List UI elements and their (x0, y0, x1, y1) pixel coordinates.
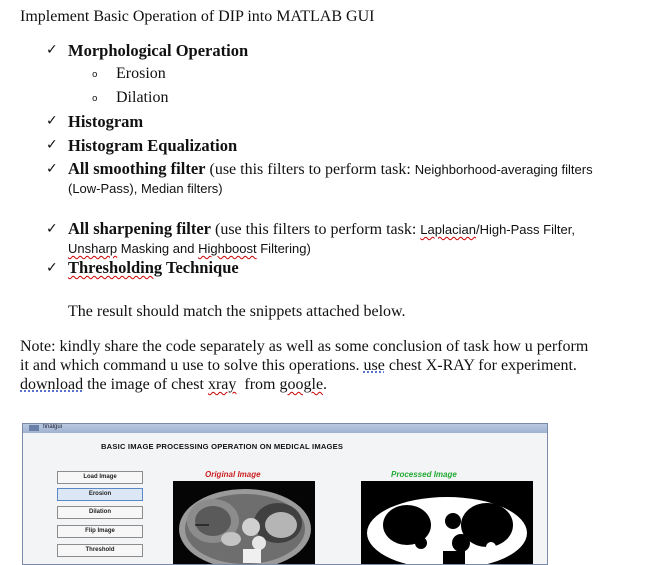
item-histogram: Histogram (68, 112, 144, 131)
item-morphological: Morphological Operation (68, 41, 249, 60)
sharpening-paren: (use this filters to perform task: (211, 221, 421, 238)
matlab-icon (29, 425, 39, 431)
gui-window-title: finalgui (43, 424, 63, 430)
load-image-button[interactable]: Load Image (57, 471, 143, 484)
smoothing-filters: Neighborhood-averaging filters (414, 162, 593, 177)
dilation-button[interactable]: Dilation (57, 506, 143, 519)
check-icon: ✓ (46, 221, 58, 237)
item-hist-eq: Histogram Equalization (68, 136, 238, 155)
sharpening-laplacian: Laplacian (420, 222, 476, 237)
check-icon: ✓ (46, 161, 58, 177)
sharpening-title: All sharpening filter (68, 219, 211, 238)
note-line-3 (20, 376, 327, 394)
note-line-2 (20, 357, 577, 375)
processed-ct-image (361, 481, 533, 564)
smoothing-title: All smoothing filter (68, 159, 206, 178)
thresholding-technique: Technique (162, 258, 239, 277)
smoothing-paren: (use this filters to perform task: (205, 161, 415, 178)
original-image-label: Original Image (205, 470, 261, 479)
check-icon: ✓ (46, 42, 58, 58)
smoothing-filters-cont: (Low-Pass), Median filters) (68, 181, 223, 196)
processed-image-label: Processed Image (391, 470, 457, 479)
item-sharpening (68, 219, 575, 239)
note-word-xray: xray (207, 376, 237, 393)
note-line-2-a: it and which command u use to solve this operations. (20, 357, 364, 374)
sharpening-highpass: /High-Pass Filter, (475, 222, 575, 237)
matlab-gui-screenshot (22, 423, 548, 565)
sharpening-highboost: Highboost (198, 241, 257, 256)
gui-heading: BASIC IMAGE PROCESSING OPERATION ON MEDICAL IMAGES (101, 442, 344, 451)
note-line-3-a: the image of chest (83, 376, 208, 393)
item-thresholding (68, 258, 239, 278)
result-line: The result should match the snippets attached below. (68, 303, 406, 320)
threshold-button[interactable]: Threshold (57, 544, 143, 557)
thresholding-word: Thresholding (68, 258, 163, 277)
flip-image-button[interactable]: Flip Image (57, 525, 143, 538)
gui-titlebar (23, 424, 547, 433)
item-erosion: Erosion (116, 65, 166, 82)
sharpening-line2 (68, 240, 311, 258)
sharpening-filtering: Filtering) (256, 241, 311, 256)
check-icon: ✓ (46, 137, 58, 153)
check-icon: ✓ (46, 260, 58, 276)
note-line-3-b: from (236, 376, 280, 393)
item-dilation: Dilation (116, 89, 169, 106)
sub-bullet-icon: o (92, 94, 98, 104)
document-title: Implement Basic Operation of DIP into MATLAB GUI (20, 8, 375, 25)
item-smoothing (68, 159, 593, 179)
note-line-3-c: . (323, 376, 328, 393)
note-line-1: Note: kindly share the code separately as well as some conclusion of task how u perform (20, 338, 589, 355)
check-icon: ✓ (46, 113, 58, 129)
sub-bullet-icon: o (92, 70, 98, 80)
note-word-use: use (363, 357, 385, 374)
note-line-2-b: chest X-RAY for experiment. (384, 357, 577, 374)
erosion-button[interactable]: Erosion (57, 488, 143, 501)
original-ct-image (173, 481, 315, 564)
sharpening-unsharp: Unsharp (68, 241, 118, 256)
note-word-google: google (279, 376, 324, 393)
sharpening-masking: Masking and (117, 241, 199, 256)
note-word-download: download (20, 376, 84, 393)
processed-image-panel (361, 481, 533, 564)
original-image-panel (173, 481, 315, 564)
